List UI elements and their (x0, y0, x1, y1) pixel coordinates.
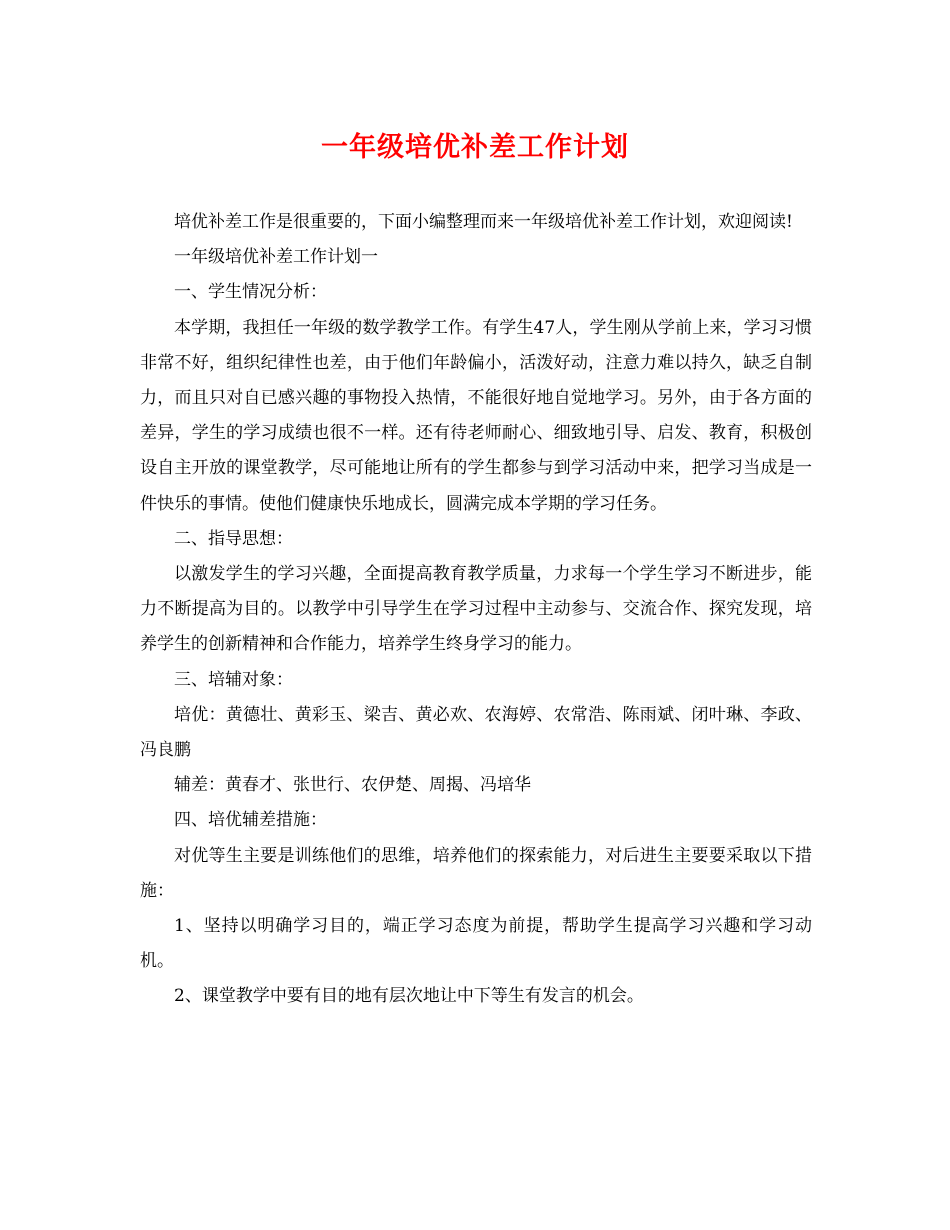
section-heading-measures: 四、培优辅差措施： (174, 810, 327, 831)
section-heading-student-analysis: 一、学生情况分析： (174, 282, 327, 303)
paragraph-guiding-ideology: 以激发学生的学习兴趣，全面提高教育教学质量，力求每一个学生学习不断进步，能力不断提高为目的。以教学中引导学生在学习过程中主动参与、交流合作、探究发现，培养学生的创新精神和合作能力，培养学生终身学习的能力。 (140, 564, 812, 655)
paragraph-intro: 培优补差工作是很重要的，下面小编整理而来一年级培优补差工作计划，欢迎阅读! (174, 212, 793, 232)
paragraph-support-students: 辅差：黄春才、张世行、农伊楚、周揭、冯培华 (174, 775, 531, 796)
paragraph-student-analysis: 本学期，我担任一年级的数学教学工作。有学生47人，学生刚从学前上来，学习习惯非常不好，组织纪律性也差，由于他们年龄偏小，活泼好动，注意力难以持久，缺乏自制力，而且只对自已感兴趣的事物投入热情，不能很好地自觉地学习。另外，由于各方面的差异，学生的学习成绩也很不一样。还有待老师耐心、细致地引导、启发、教育，积极创设自主开放的课堂教学，尽可能地让所有的学生都参与到学习活动中来，把学习当成是一件快乐的事情。使他们健康快乐地成长，圆满完成本学期的学习任务。 (140, 317, 812, 514)
section-heading-targets: 三、培辅对象： (174, 669, 293, 690)
paragraph-measure-1: 1、坚持以明确学习目的，端正学习态度为前提，帮助学生提高学习兴趣和学习动机。 (140, 916, 812, 972)
paragraph-advanced-students: 培优：黄德壮、黄彩玉、梁吉、黄必欢、农海婷、农常浩、陈雨斌、闭叶琳、李政、冯良鹏 (140, 704, 812, 761)
paragraph-measure-2: 2、课堂教学中要有目的地有层次地让中下等生有发言的机会。 (174, 986, 644, 1007)
paragraph-measures-intro: 对优等生主要是训练他们的思维，培养他们的探索能力，对后进生主要要采取以下措施： (140, 845, 812, 901)
section-heading-guiding-ideology: 二、指导思想： (174, 528, 293, 549)
document-title: 一年级培优补差工作计划 (321, 132, 629, 163)
paragraph-plan-heading: 一年级培优补差工作计划一 (174, 247, 378, 268)
document-body (140, 205, 812, 1015)
